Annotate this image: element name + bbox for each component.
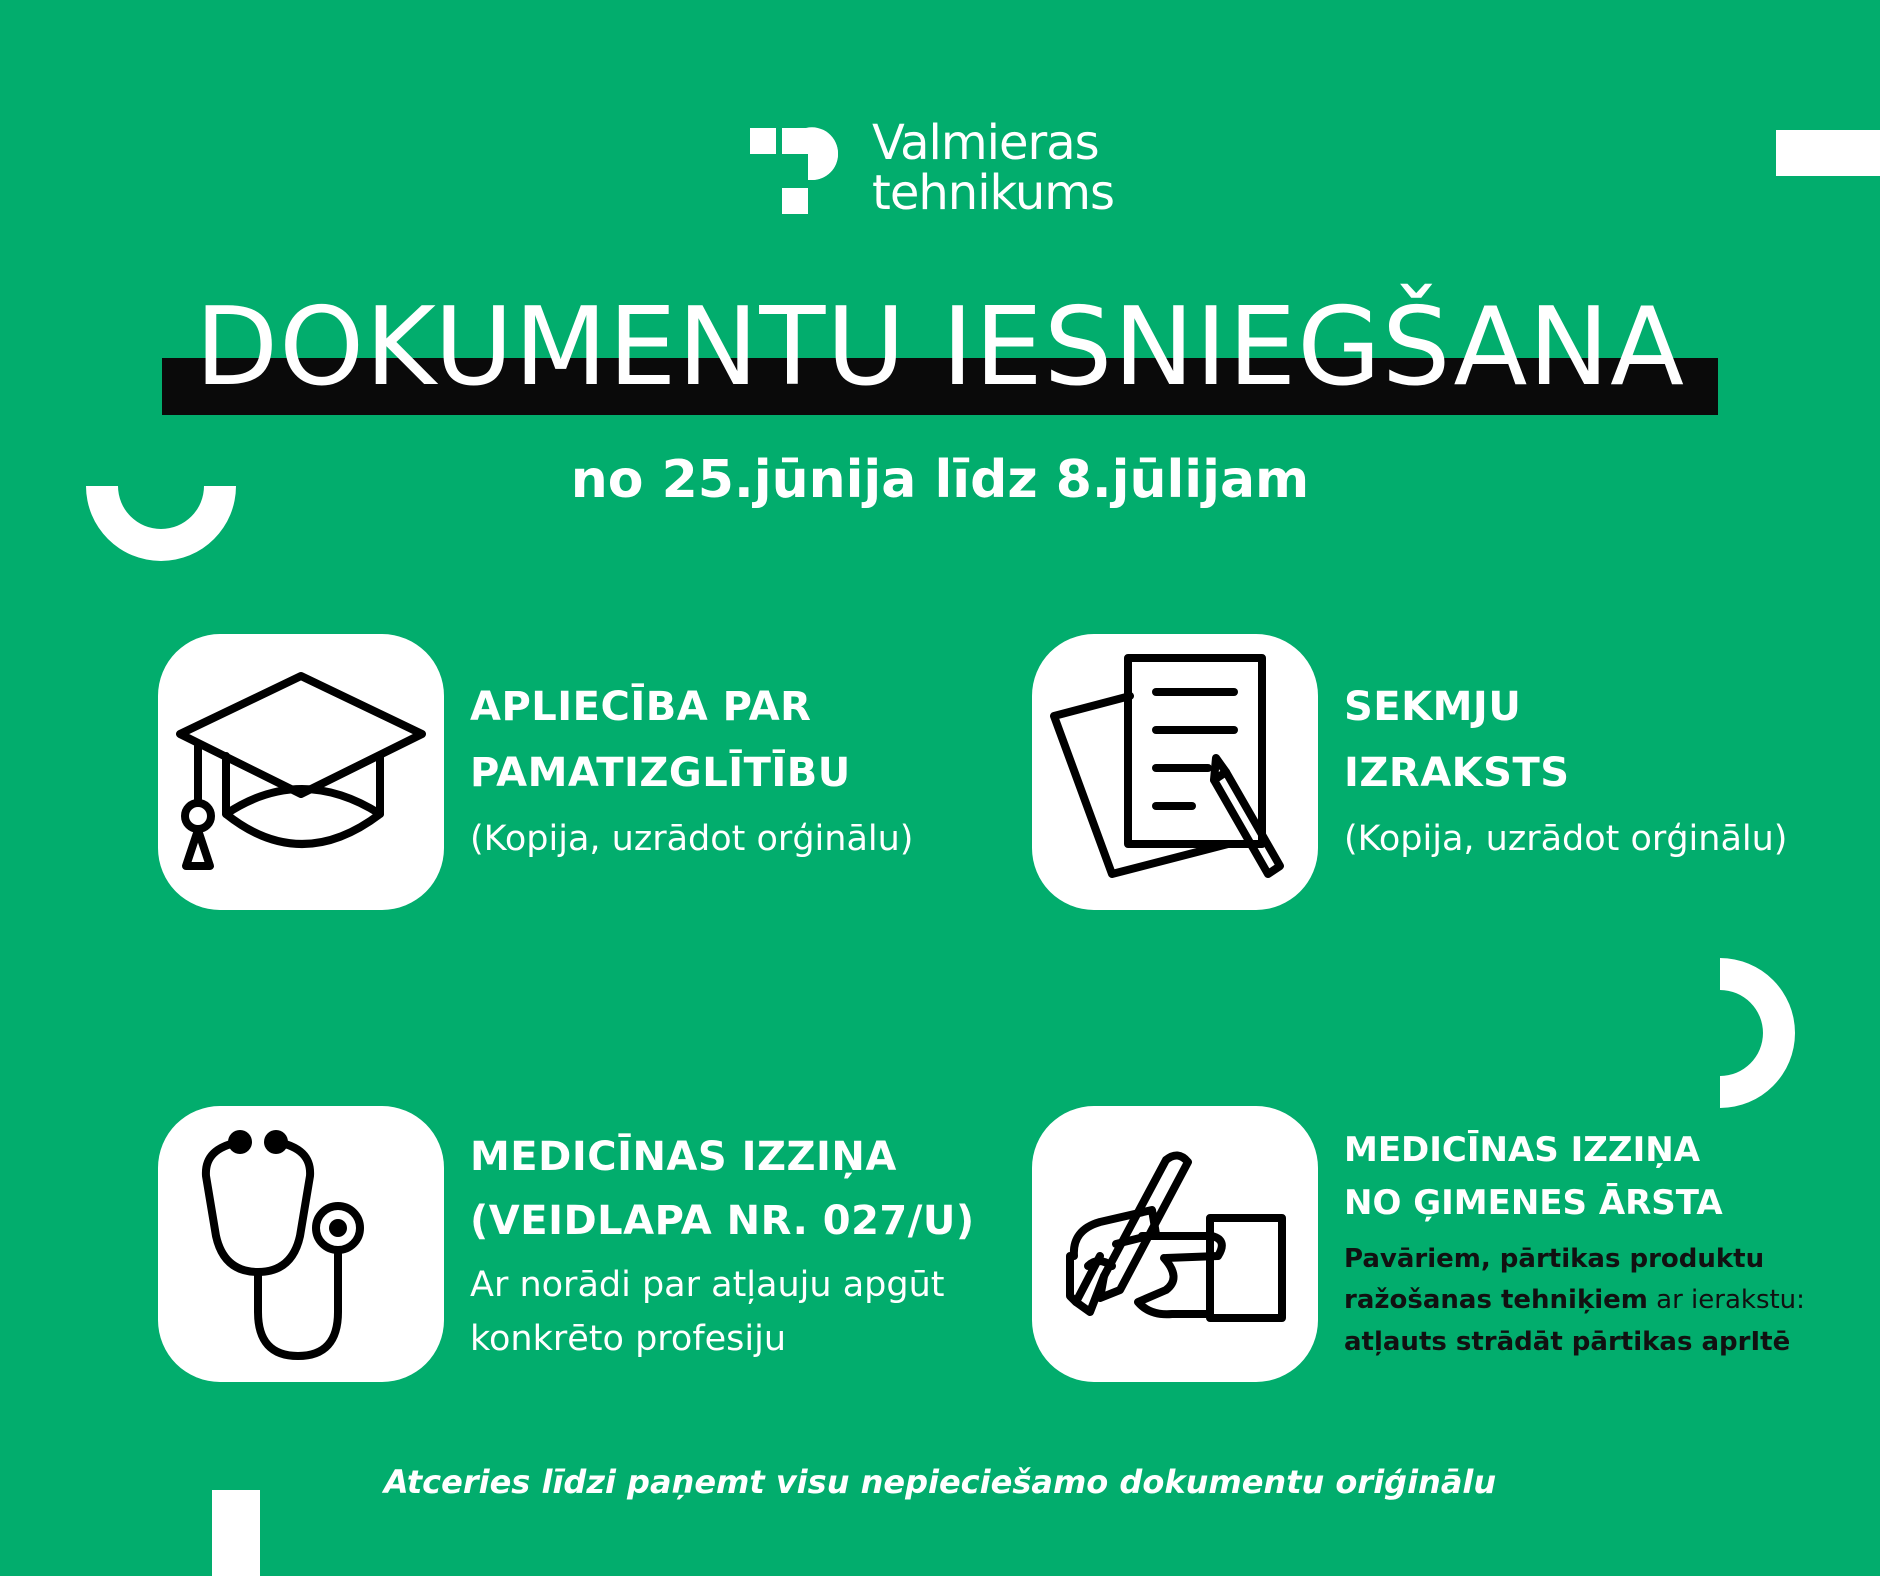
card2-heading-line2: IZRAKSTS <box>1344 750 1570 796</box>
card-icon-stethoscope <box>158 1106 444 1382</box>
card-icon-document <box>1032 634 1318 910</box>
card4-note-line2 <box>1344 1280 1805 1320</box>
stethoscope-icon <box>158 1106 444 1382</box>
decorative-half-ring-right <box>1720 958 1796 1108</box>
card3-heading-line1: MEDICĪNAS IZZIŅA <box>470 1134 897 1180</box>
card4-note-line2-bold: ražošanas tehniķiem <box>1344 1285 1648 1315</box>
date-range: no 25.jūnija līdz 8.jūlijam <box>570 450 1310 510</box>
decorative-bar-top-right <box>1776 130 1880 176</box>
card4-note-line3 <box>1344 1322 1790 1362</box>
card4-note-line3-text: atļauts strādāt pārtikas aprItē <box>1344 1327 1791 1357</box>
card1-heading-line1: APLIECĪBA PAR <box>470 684 812 730</box>
card-icon-graduation <box>158 634 444 910</box>
card1-note: (Kopija, uzrādot orģinālu) <box>470 819 914 859</box>
logo-line-1: Valmieras <box>872 115 1099 171</box>
hand-writing-icon <box>1032 1106 1318 1382</box>
logo-text <box>872 115 1115 221</box>
card1-heading-line2: PAMATIZGLĪTĪBU <box>470 750 851 796</box>
footer-reminder: Atceries līdzi paņemt visu nepieciešamo dokumentu oriģinālu <box>383 1463 1497 1501</box>
card4-heading-line1: MEDICĪNAS IZZIŅA <box>1344 1130 1701 1170</box>
card4-note-line2-rest: ar ierakstu: <box>1647 1285 1805 1315</box>
card4-note-line1 <box>1344 1239 1764 1279</box>
logo-line-2: tehnikums <box>872 165 1115 221</box>
card4-note-line1-text: Pavāriem, pārtikas produktu <box>1344 1244 1765 1274</box>
card3-note-line1: Ar norādi par atļauju apgūt <box>470 1265 945 1305</box>
document-pen-icon <box>1032 634 1318 910</box>
card3-heading-line2: (VEIDLAPA NR. 027/U) <box>470 1198 975 1244</box>
page-title: DOKUMENTU IESNIEGŠANA <box>194 285 1686 410</box>
graduation-cap-icon <box>158 634 444 910</box>
decorative-bar-bottom-left <box>212 1490 260 1576</box>
logo-icon <box>750 126 840 216</box>
card-icon-hand <box>1032 1106 1318 1382</box>
card2-heading-line1: SEKMJU <box>1344 684 1522 730</box>
card3-note-line2: konkrēto profesiju <box>470 1319 787 1359</box>
card4-heading-line2: NO ĢIMENES ĀRSTA <box>1344 1183 1723 1223</box>
card2-note: (Kopija, uzrādot orģinālu) <box>1344 819 1788 859</box>
